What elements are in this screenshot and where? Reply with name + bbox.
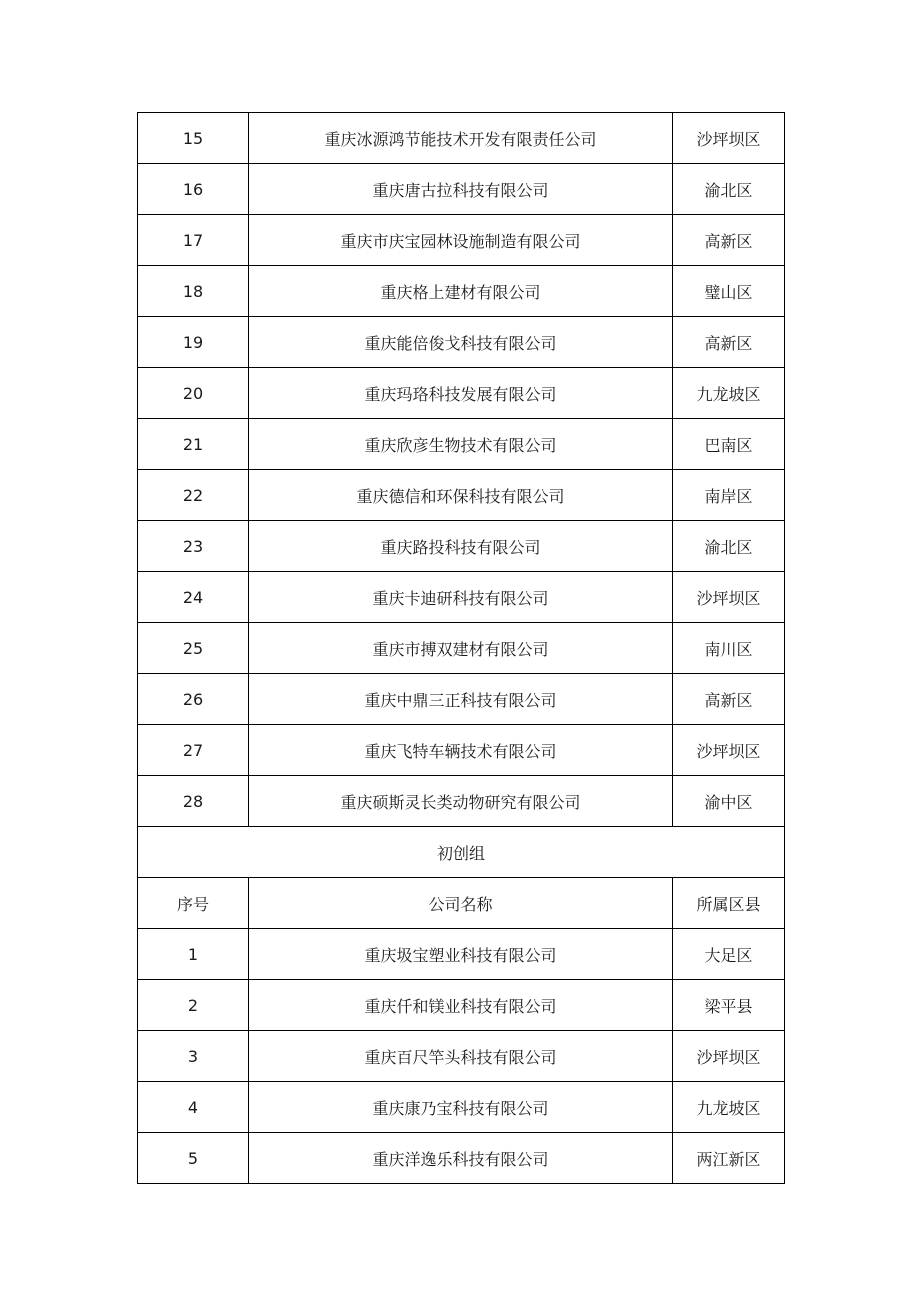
company-name-cell: 重庆冰源鸿节能技术开发有限责任公司 (249, 113, 673, 164)
district-cell: 高新区 (673, 317, 785, 368)
district-cell: 高新区 (673, 674, 785, 725)
district-cell: 九龙坡区 (673, 368, 785, 419)
table-row (138, 1133, 785, 1184)
header-district: 所属区县 (673, 878, 785, 929)
company-name-cell: 重庆飞特车辆技术有限公司 (249, 725, 673, 776)
table-row (138, 980, 785, 1031)
row-number-cell: 2 (138, 980, 249, 1031)
table-row (138, 623, 785, 674)
section-title-row (138, 827, 785, 878)
district-cell: 渝北区 (673, 521, 785, 572)
row-number-cell: 21 (138, 419, 249, 470)
district-cell: 九龙坡区 (673, 1082, 785, 1133)
company-name-cell: 重庆洋逸乐科技有限公司 (249, 1133, 673, 1184)
row-number-cell: 22 (138, 470, 249, 521)
district-cell: 璧山区 (673, 266, 785, 317)
row-number-cell: 20 (138, 368, 249, 419)
row-number-cell: 24 (138, 572, 249, 623)
table-row (138, 1031, 785, 1082)
row-number-cell: 19 (138, 317, 249, 368)
table-row (138, 215, 785, 266)
table-row (138, 113, 785, 164)
district-cell: 梁平县 (673, 980, 785, 1031)
district-cell: 巴南区 (673, 419, 785, 470)
company-name-cell: 重庆圾宝塑业科技有限公司 (249, 929, 673, 980)
company-name-cell: 重庆仟和镁业科技有限公司 (249, 980, 673, 1031)
table-row (138, 164, 785, 215)
roster-body (138, 113, 785, 1184)
table-row (138, 674, 785, 725)
company-name-cell: 重庆玛珞科技发展有限公司 (249, 368, 673, 419)
table-row (138, 266, 785, 317)
company-name-cell: 重庆唐古拉科技有限公司 (249, 164, 673, 215)
row-number-cell: 18 (138, 266, 249, 317)
row-number-cell: 5 (138, 1133, 249, 1184)
company-name-cell: 重庆欣彦生物技术有限公司 (249, 419, 673, 470)
row-number-cell: 17 (138, 215, 249, 266)
district-cell: 沙坪坝区 (673, 572, 785, 623)
row-number-cell: 3 (138, 1031, 249, 1082)
company-name-cell: 重庆康乃宝科技有限公司 (249, 1082, 673, 1133)
header-company-name: 公司名称 (249, 878, 673, 929)
table-row (138, 419, 785, 470)
header-number: 序号 (138, 878, 249, 929)
header-row (138, 878, 785, 929)
row-number-cell: 25 (138, 623, 249, 674)
table-row (138, 470, 785, 521)
district-cell: 南川区 (673, 623, 785, 674)
company-name-cell: 重庆硕斯灵长类动物研究有限公司 (249, 776, 673, 827)
district-cell: 沙坪坝区 (673, 1031, 785, 1082)
district-cell: 沙坪坝区 (673, 113, 785, 164)
table-row (138, 572, 785, 623)
row-number-cell: 15 (138, 113, 249, 164)
district-cell: 大足区 (673, 929, 785, 980)
row-number-cell: 26 (138, 674, 249, 725)
district-cell: 渝中区 (673, 776, 785, 827)
table-row (138, 725, 785, 776)
district-cell: 高新区 (673, 215, 785, 266)
district-cell: 南岸区 (673, 470, 785, 521)
row-number-cell: 16 (138, 164, 249, 215)
row-number-cell: 27 (138, 725, 249, 776)
table-row (138, 929, 785, 980)
company-name-cell: 重庆能倍俊戈科技有限公司 (249, 317, 673, 368)
company-name-cell: 重庆市搏双建材有限公司 (249, 623, 673, 674)
section-title: 初创组 (138, 827, 785, 878)
table-row (138, 317, 785, 368)
table-row (138, 521, 785, 572)
row-number-cell: 23 (138, 521, 249, 572)
table-row (138, 776, 785, 827)
company-name-cell: 重庆市庆宝园林设施制造有限公司 (249, 215, 673, 266)
district-cell: 沙坪坝区 (673, 725, 785, 776)
row-number-cell: 28 (138, 776, 249, 827)
row-number-cell: 4 (138, 1082, 249, 1133)
company-roster-table (137, 112, 785, 1184)
company-name-cell: 重庆格上建材有限公司 (249, 266, 673, 317)
row-number-cell: 1 (138, 929, 249, 980)
table-row (138, 368, 785, 419)
company-name-cell: 重庆德信和环保科技有限公司 (249, 470, 673, 521)
company-name-cell: 重庆百尺竿头科技有限公司 (249, 1031, 673, 1082)
company-name-cell: 重庆中鼎三正科技有限公司 (249, 674, 673, 725)
company-name-cell: 重庆路投科技有限公司 (249, 521, 673, 572)
company-name-cell: 重庆卡迪研科技有限公司 (249, 572, 673, 623)
district-cell: 渝北区 (673, 164, 785, 215)
district-cell: 两江新区 (673, 1133, 785, 1184)
table-row (138, 1082, 785, 1133)
